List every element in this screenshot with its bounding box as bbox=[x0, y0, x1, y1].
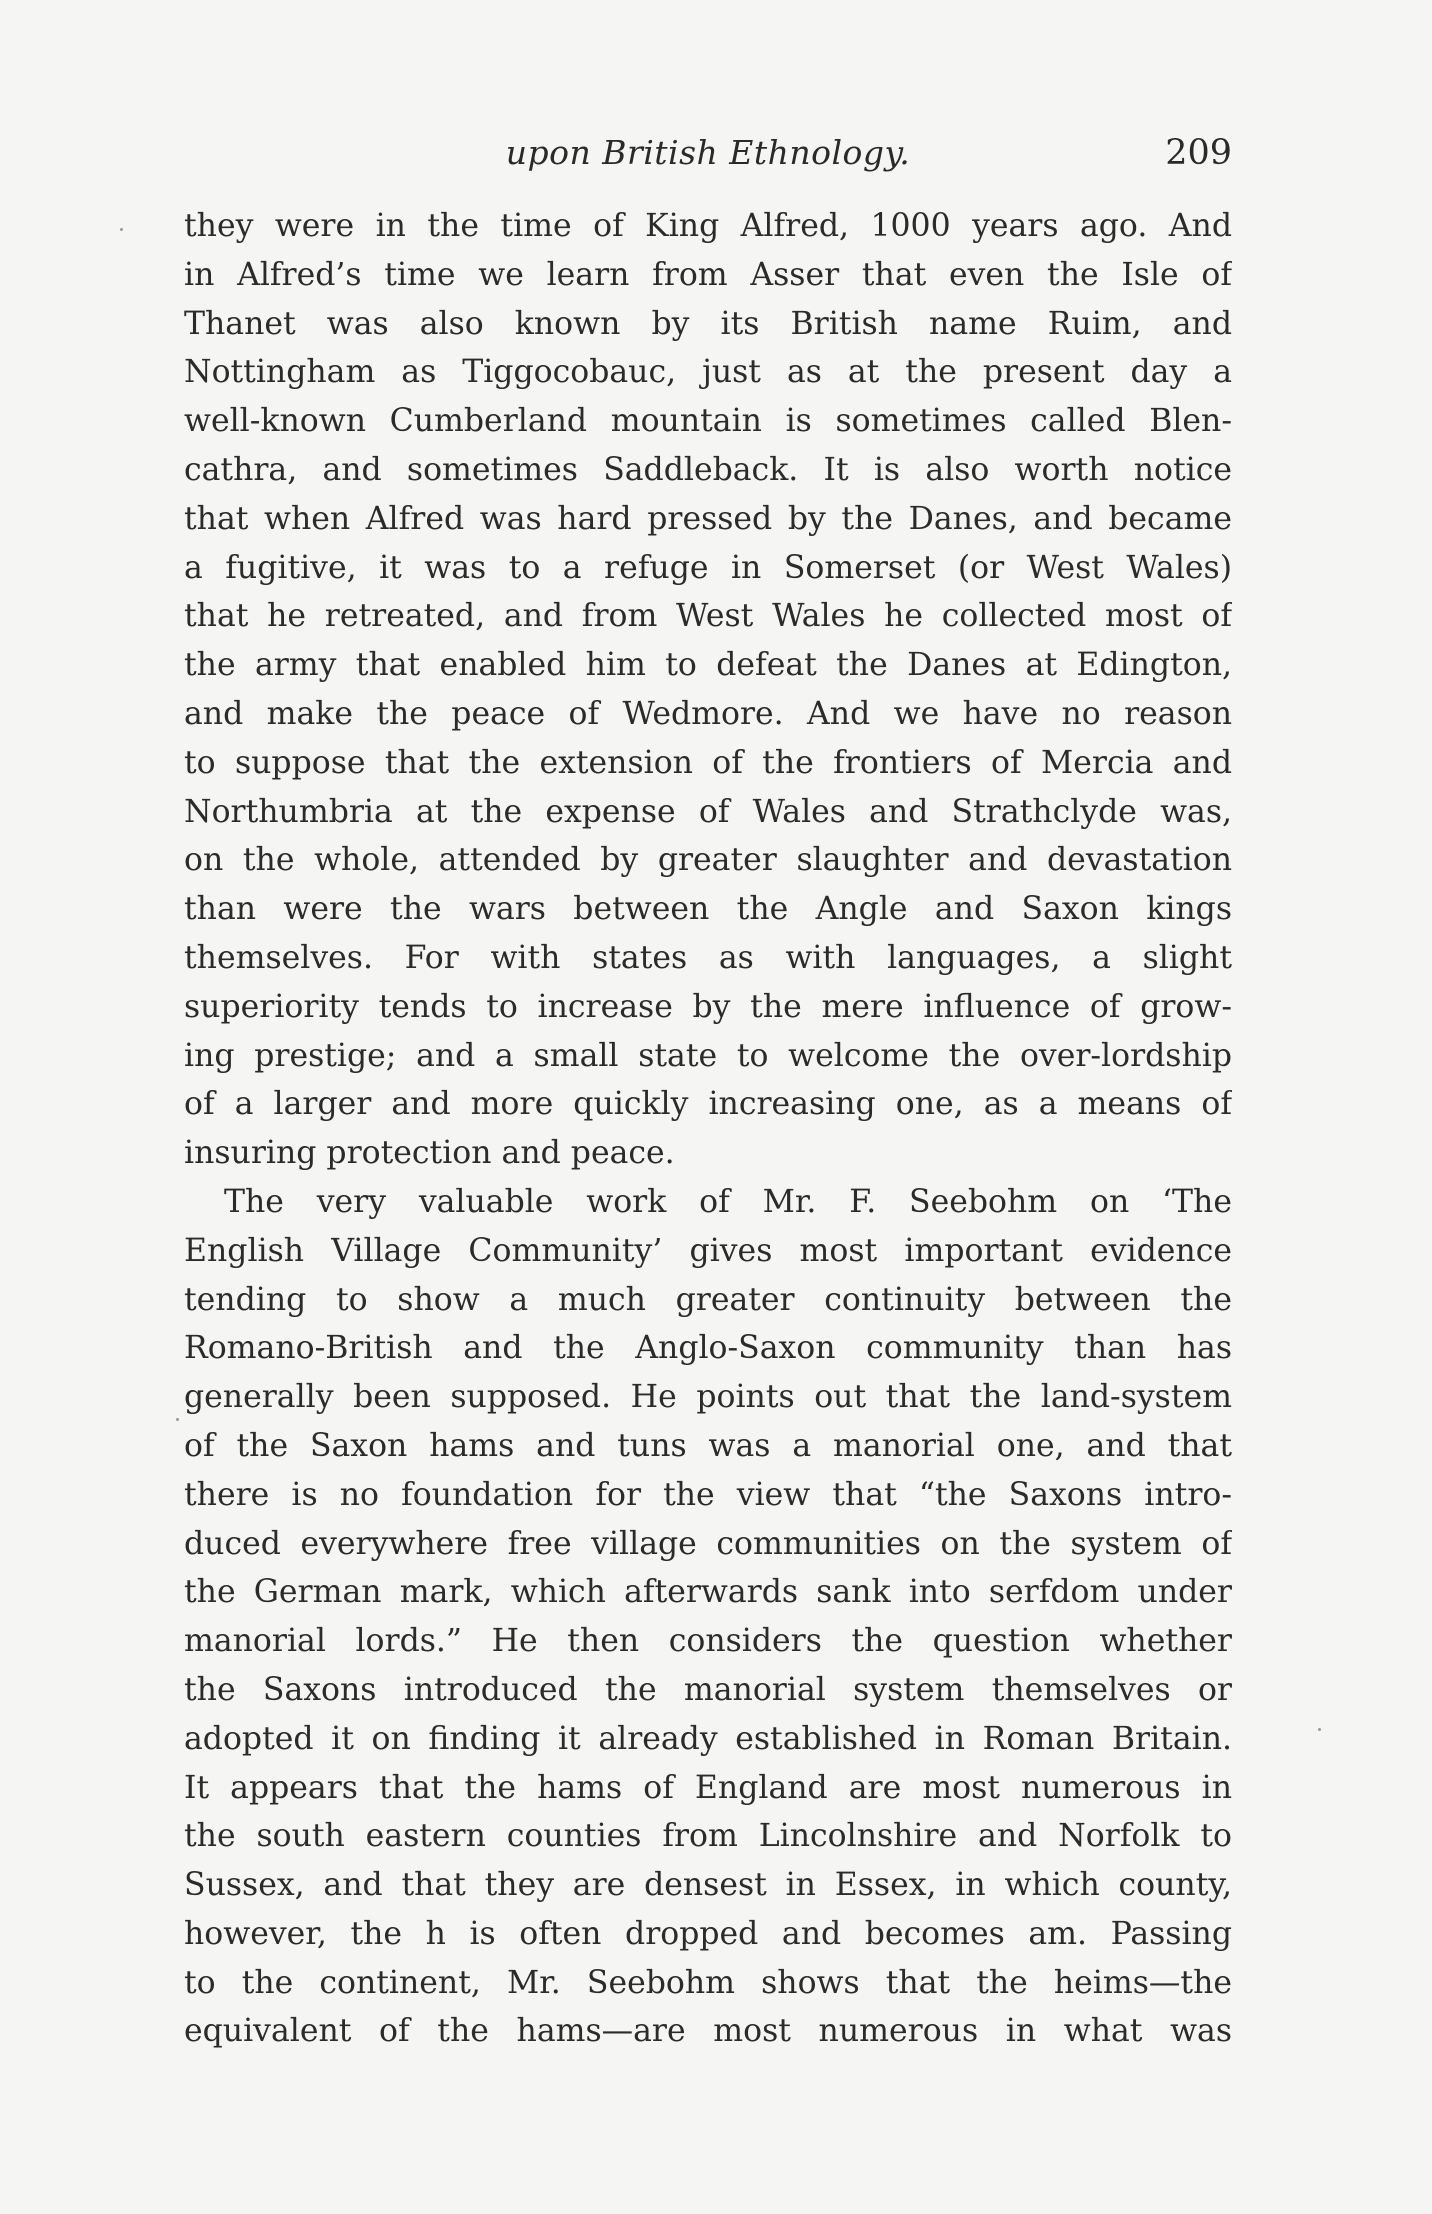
text-line: the Saxons introduced the manorial system themselves or bbox=[184, 1671, 1232, 1708]
text-line: on the whole, attended by greater slaughter and devastation bbox=[184, 842, 1232, 879]
text-line: they were in the time of King Alfred, 1000 years ago. And bbox=[184, 208, 1232, 244]
text-line: Sussex, and that they are densest in Essex, in which county, bbox=[184, 1867, 1232, 1904]
text-line: themselves. For with states as with languages, a slight bbox=[184, 939, 1232, 976]
text-line: It appears that the hams of England are most numerous in bbox=[184, 1769, 1232, 1806]
text-line: adopted it on finding it already established in Roman Britain. bbox=[184, 1720, 1232, 1757]
text-line: to suppose that the extension of the frontiers of Mercia and bbox=[184, 744, 1232, 781]
paper-speck bbox=[1318, 1728, 1321, 1731]
paper-speck bbox=[176, 1418, 179, 1421]
text-line: to the continent, Mr. Seebohm shows that the heims—the bbox=[184, 1964, 1232, 2001]
text-line: manorial lords.” He then considers the question whether bbox=[184, 1623, 1232, 1660]
text-line: the army that enabled him to defeat the Danes at Edington, bbox=[184, 647, 1232, 684]
text-line: of a larger and more quickly increasing one, as a means of bbox=[184, 1086, 1232, 1123]
text-line: equivalent of the hams—are most numerous in what was bbox=[184, 2013, 1232, 2050]
text-line: Nottingham as Tiggocobauc, just as at the present day a bbox=[184, 354, 1232, 391]
paragraph-2 bbox=[184, 1178, 1232, 2056]
text-line: insuring protection and peace. bbox=[184, 1135, 675, 1172]
text-line: tending to show a much greater continuity between the bbox=[184, 1281, 1232, 1318]
text-line: ing prestige; and a small state to welcome the over-lordship bbox=[184, 1037, 1232, 1074]
text-line: and make the peace of Wedmore. And we have no reason bbox=[184, 695, 1232, 732]
page-number: 209 bbox=[1165, 133, 1232, 173]
text-line: of the Saxon hams and tuns was a manorial one, and that bbox=[184, 1427, 1232, 1464]
text-line: the German mark, which afterwards sank into serfdom under bbox=[184, 1574, 1232, 1611]
text-line: the south eastern counties from Lincolnshire and Norfolk to bbox=[184, 1818, 1232, 1855]
text-line: that when Alfred was hard pressed by the Danes, and became bbox=[184, 500, 1232, 537]
running-title: upon British Ethnology. bbox=[505, 133, 911, 172]
text-line: Thanet was also known by its British name Ruim, and bbox=[184, 305, 1232, 342]
running-header bbox=[184, 128, 1232, 178]
text-line: duced everywhere free village communities on the system of bbox=[184, 1525, 1232, 1562]
text-line: however, the h is often dropped and becomes am. Passing bbox=[184, 1915, 1232, 1952]
text-line: English Village Community’ gives most important evidence bbox=[184, 1232, 1232, 1269]
text-line: cathra, and sometimes Saddleback. It is also worth notice bbox=[184, 451, 1232, 488]
text-line: The very valuable work of Mr. F. Seebohm on ‘The bbox=[224, 1183, 1232, 1220]
text-line: that he retreated, and from West Wales he collected most of bbox=[184, 598, 1232, 635]
text-line: in Alfred’s time we learn from Asser that even the Isle of bbox=[184, 256, 1232, 293]
text-line: superiority tends to increase by the mere influence of grow- bbox=[184, 988, 1232, 1025]
text-line: there is no foundation for the view that “the Saxons intro- bbox=[184, 1476, 1232, 1513]
text-line: well-known Cumberland mountain is sometimes called Blen- bbox=[184, 403, 1232, 440]
paper-speck bbox=[120, 228, 123, 231]
text-line: Romano-British and the Anglo-Saxon community than has bbox=[184, 1330, 1232, 1367]
text-line: generally been supposed. He points out that the land-system bbox=[184, 1379, 1232, 1416]
text-line: Northumbria at the expense of Wales and Strathclyde was, bbox=[184, 793, 1232, 830]
text-line: a fugitive, it was to a refuge in Somerset (or West Wales) bbox=[184, 549, 1232, 586]
text-line: than were the wars between the Angle and Saxon kings bbox=[184, 891, 1232, 928]
paragraph-1 bbox=[184, 202, 1232, 1178]
body-text bbox=[184, 202, 1232, 2056]
